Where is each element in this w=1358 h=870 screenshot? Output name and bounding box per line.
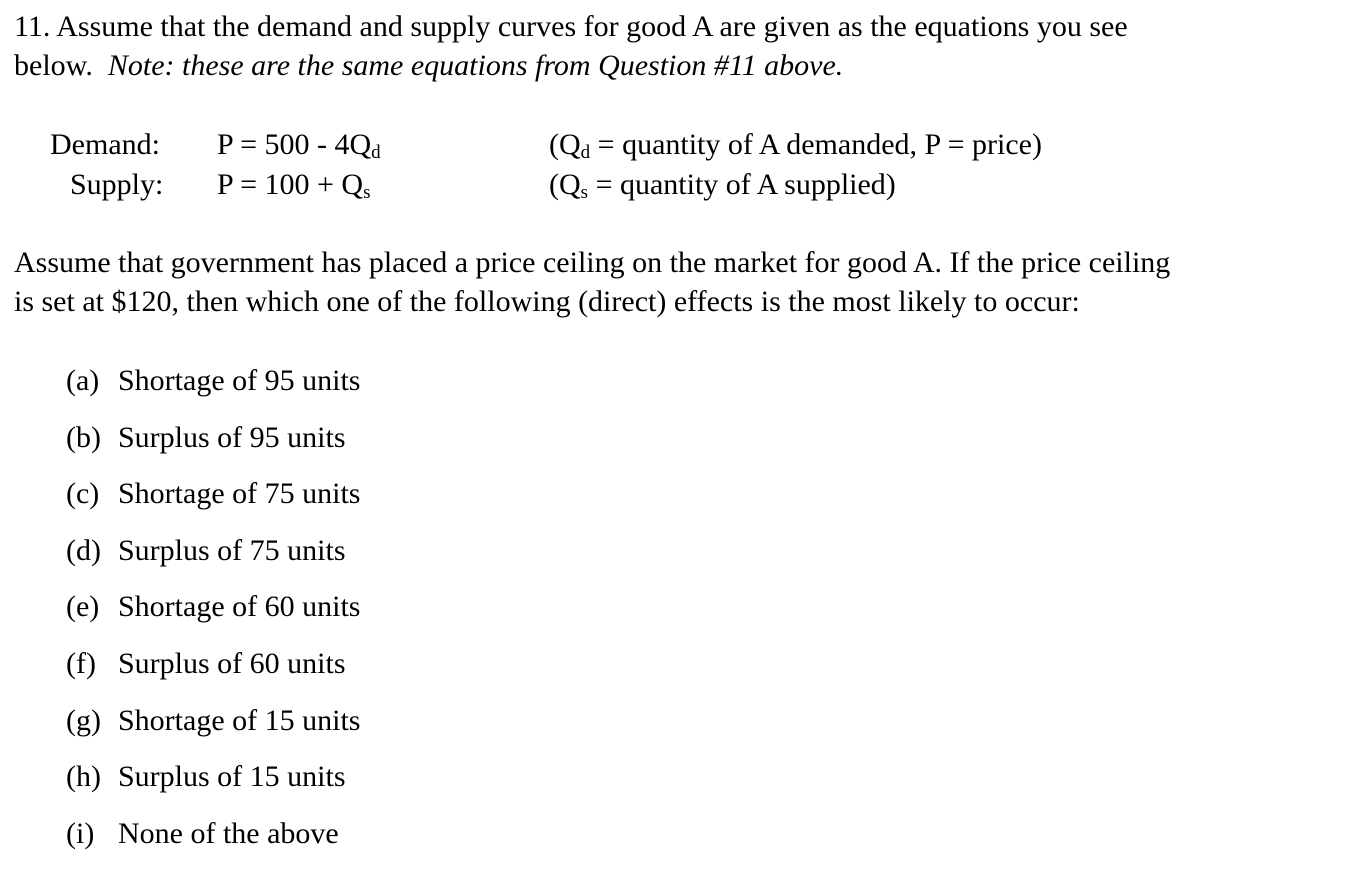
question-text: below. <box>14 49 93 82</box>
supply-label: Supply: <box>70 168 164 201</box>
supply-equation-main: P = 100 + Q <box>217 168 364 201</box>
demand-note <box>549 127 1042 163</box>
option-label: (c) <box>66 477 100 511</box>
option-text: Surplus of 60 units <box>118 647 346 680</box>
option-text: None of the above <box>118 816 339 850</box>
prompt-line-1: Assume that government has placed a price ceiling on the market for good A. If the price ceiling <box>14 246 1171 279</box>
answer-option <box>66 646 346 682</box>
option-text: Surplus of 15 units <box>118 760 346 794</box>
option-text: Shortage of 60 units <box>118 590 361 624</box>
answer-option <box>66 759 346 795</box>
option-label: (a) <box>66 364 100 397</box>
option-label: (e) <box>66 590 100 624</box>
note-sub: s <box>580 182 589 203</box>
option-label: (g) <box>66 703 101 737</box>
answer-option <box>66 703 360 739</box>
option-label: (i) <box>66 816 95 850</box>
option-label: (b) <box>66 420 101 454</box>
demand-subscript: d <box>371 142 381 163</box>
question-line-2 <box>14 48 843 84</box>
answer-option <box>66 476 360 512</box>
option-label: (f) <box>66 647 96 680</box>
supply-note <box>549 167 896 203</box>
note-pre: (Q <box>549 168 581 201</box>
supply-equation <box>217 167 370 203</box>
note-post: = quantity of A demanded, P = price) <box>590 128 1042 161</box>
answer-option <box>66 363 360 399</box>
option-label: (h) <box>66 760 101 794</box>
demand-label: Demand: <box>50 128 160 161</box>
question-line-1: 11. Assume that the demand and supply curves for good A are given as the equations you see <box>14 10 1128 43</box>
option-text: Shortage of 95 units <box>118 364 361 397</box>
option-text: Shortage of 75 units <box>118 477 361 511</box>
answer-option <box>66 816 339 852</box>
demand-equation <box>217 127 381 163</box>
supply-subscript: s <box>363 182 371 203</box>
demand-equation-main: P = 500 - 4Q <box>217 128 372 161</box>
option-text: Surplus of 75 units <box>118 533 346 567</box>
note-pre: (Q <box>549 128 581 161</box>
note-post: = quantity of A supplied) <box>588 168 896 201</box>
option-text: Surplus of 95 units <box>118 420 346 454</box>
prompt-line-2: is set at $120, then which one of the following (direct) effects is the most likely to occur: <box>14 285 1080 318</box>
option-label: (d) <box>66 533 101 567</box>
answer-option <box>66 589 360 625</box>
answer-option <box>66 420 346 456</box>
answer-option <box>66 533 346 569</box>
question-note: Note: these are the same equations from Question #11 above. <box>107 49 844 82</box>
option-text: Shortage of 15 units <box>118 703 361 737</box>
note-sub: d <box>580 142 591 163</box>
